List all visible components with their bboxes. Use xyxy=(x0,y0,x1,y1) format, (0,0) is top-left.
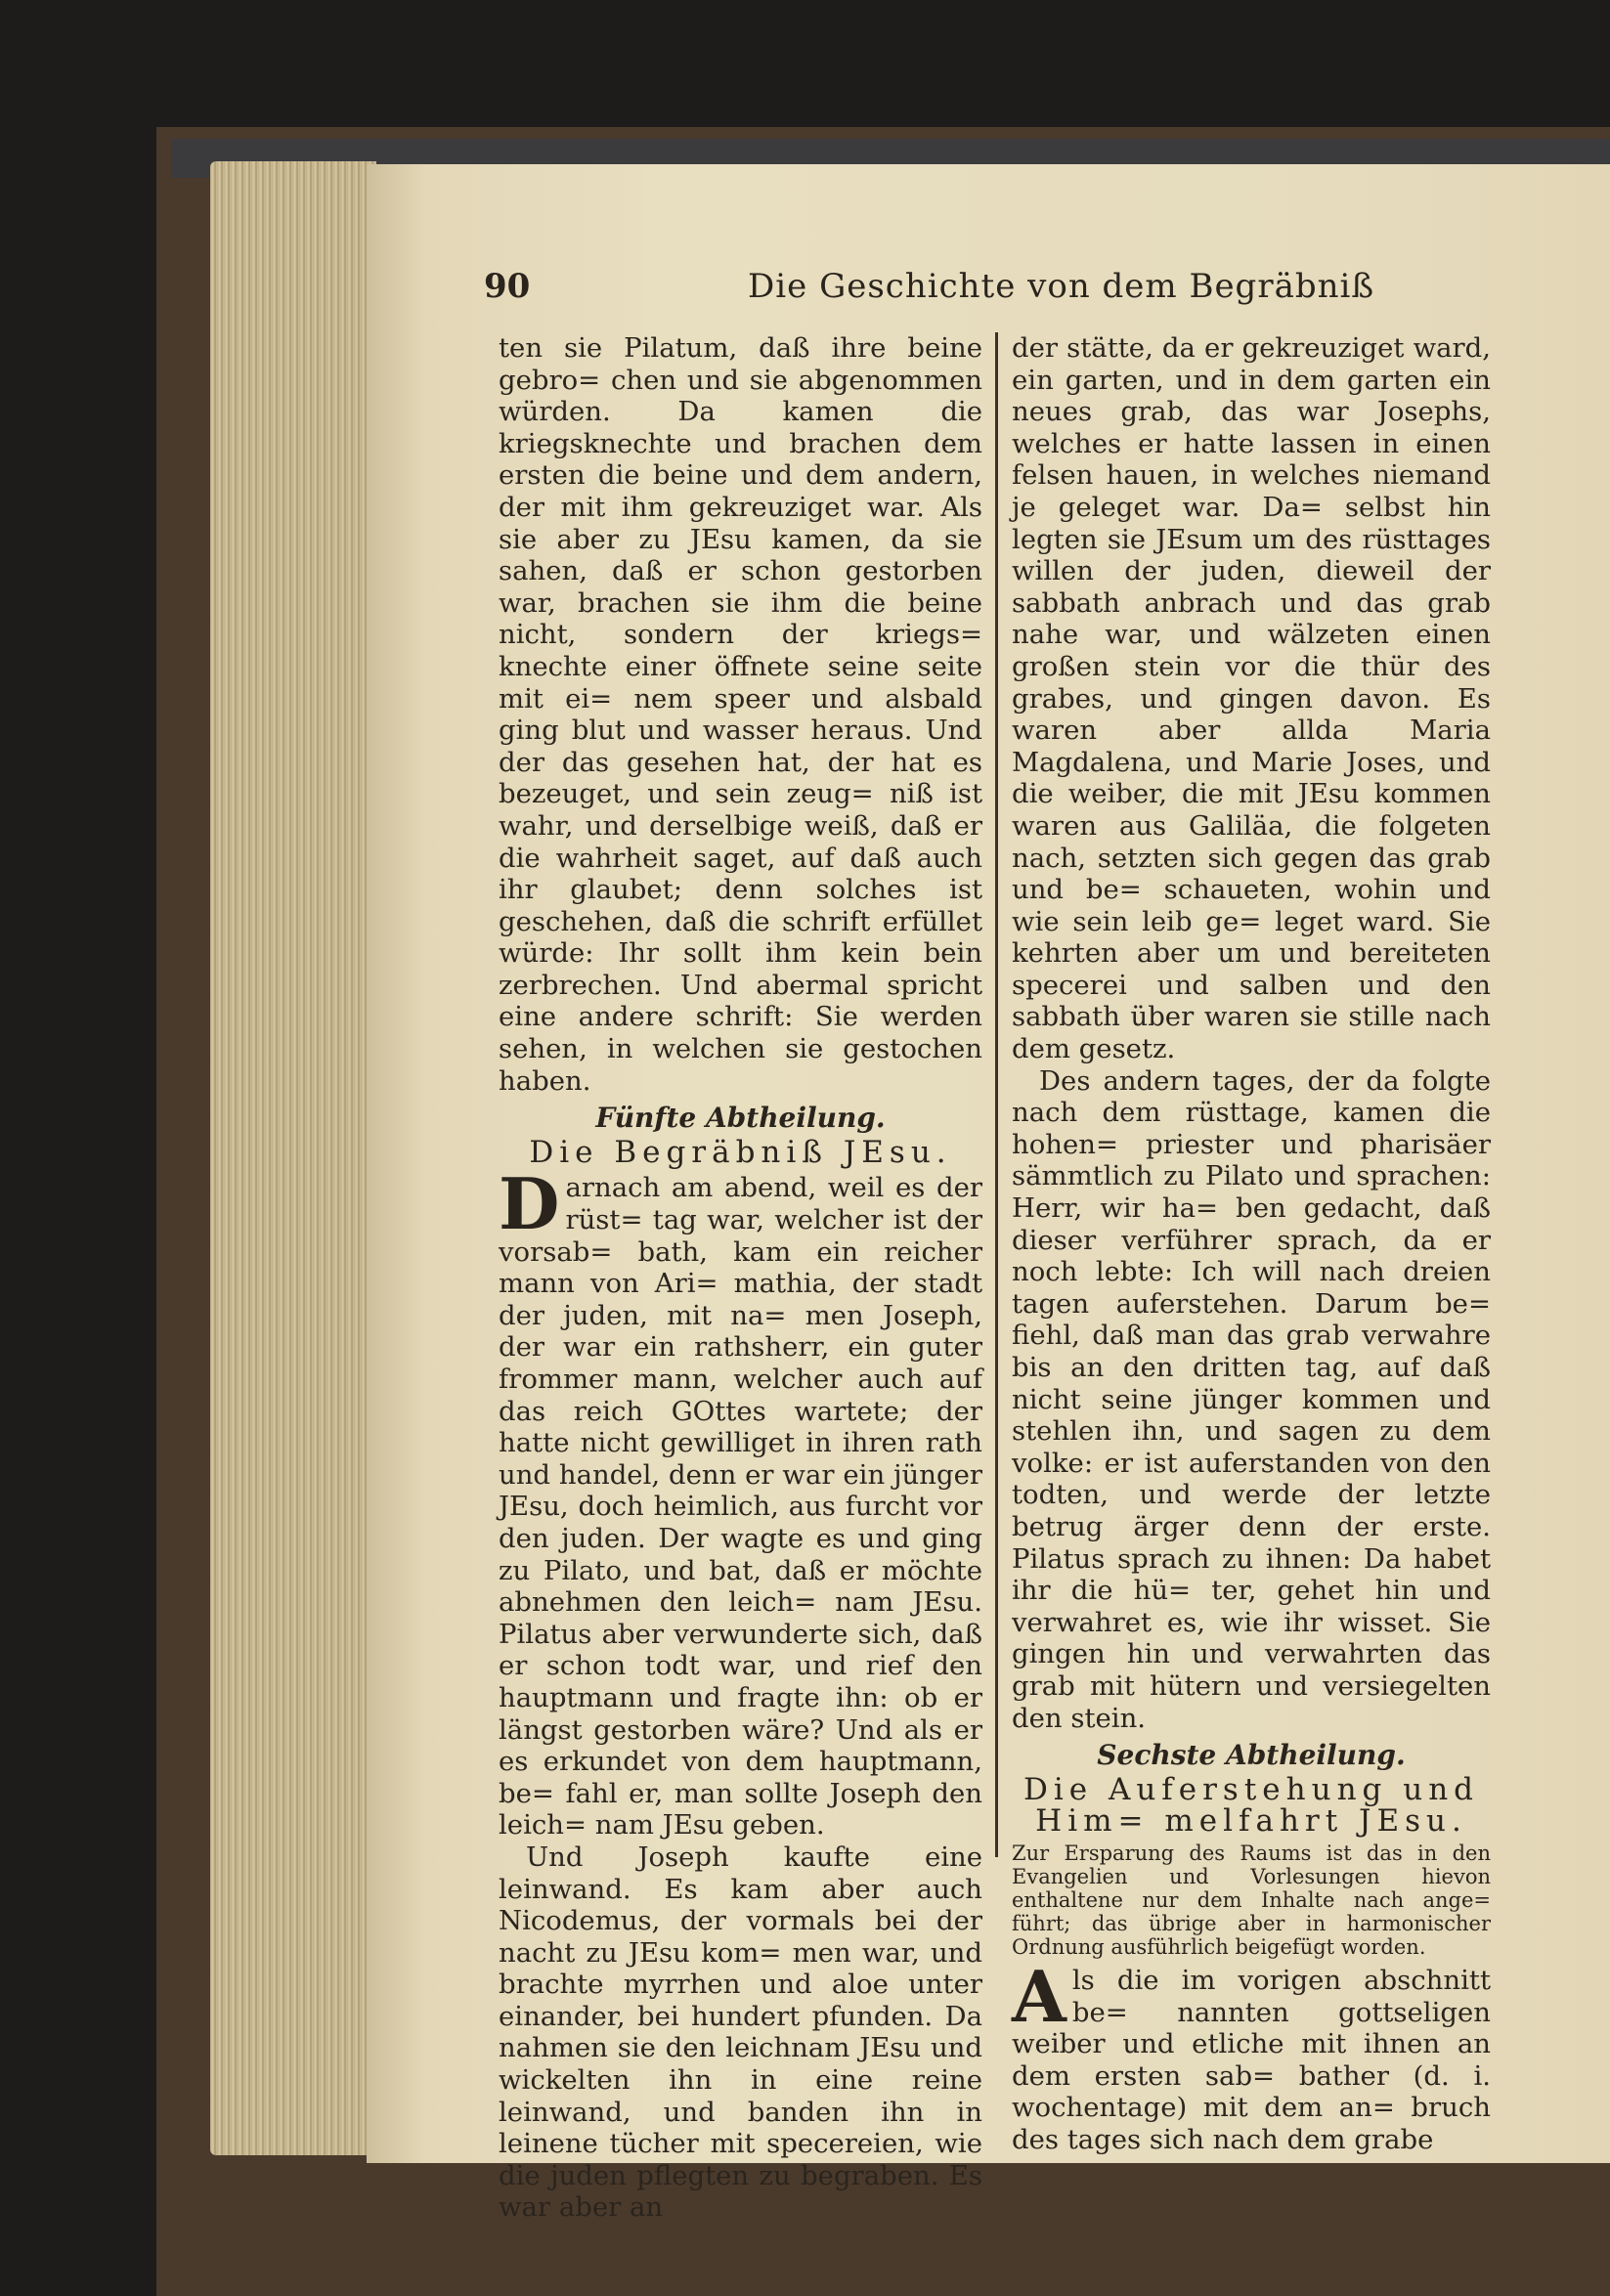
right-column xyxy=(1012,332,1491,2155)
left-paragraph-2-text: arnach am abend, weil es der rüst= tag war, welcher ist der vorsab= bath, kam ein reicher mann von Ari= mathia, der stadt der juden, mit na= men Joseph, der war ein rathsherr, ein guter frommer mann, welcher auch auf das reich GOttes wartete; der hatte nicht gewilliget in ihren rath und handel, denn er war ein jünger JEsu, doch heimlich, aus furcht vor den juden. Der wagte es und ging zu Pilato, und bat, daß er möchte abnehmen den leich= nam JEsu. Pilatus aber verwunderte sich, daß er schon todt war, und rief den hauptmann und fragte ihn: ob er längst gestorben wäre? Und als er es erkundet von dem hauptmann, be= fahl er, man sollte Joseph den leich= nam JEsu geben. xyxy=(499,1172,982,1841)
column-divider xyxy=(995,332,998,1857)
right-paragraph-3-text: ls die im vorigen abschnitt be= nannten gottseligen weiber und etliche mit ihnen an dem ersten sab= bather (d. i. wochentage) mit dem an= bruch des tages sich nach dem grabe xyxy=(1012,1964,1491,2155)
section-heading-fifth: Fünfte Abtheilung. xyxy=(595,1102,886,1135)
editorial-note: Zur Ersparung des Raums ist das in den Evangelien und Vorlesungen hievon enthaltene nur dem Inhalte nach ange= führt; das übrige aber in harmonischer Ordnung ausführlich beigefügt worden. xyxy=(1012,1841,1491,1959)
section-title-resurrection: Die Auferstehung und Him= melfahrt JEsu. xyxy=(1023,1771,1480,1840)
right-paragraph-3 xyxy=(1012,1954,1491,2156)
page-edges xyxy=(210,161,376,2155)
left-paragraph-3: Und Joseph kaufte eine leinwand. Es kam aber auch Nicodemus, der vormals bei der nacht zu JEsu kom= men war, und brachte myrrhen und aloe unter einander, bei hundert pfunden. Da nahmen sie den leichnam JEsu und wickelten ihn in eine reine leinwand, und banden ihn in leinene tücher mit specereien, wie die juden pflegten zu begraben. Es war aber an xyxy=(499,1841,982,2224)
page-number: 90 xyxy=(484,267,531,306)
section-heading-sixth: Sechste Abtheilung. xyxy=(1097,1739,1406,1772)
dropcap-d: D xyxy=(499,1162,560,1246)
section-title-burial: Die Begräbniß JEsu. xyxy=(529,1134,952,1170)
left-column xyxy=(499,332,982,2224)
left-paragraph-1: ten sie Pilatum, daß ihre beine gebro= chen und sie abgenommen würden. Da kamen die kriegsknechte und brachen dem ersten die beine und dem andern, der mit ihm gekreuziget war. Als sie aber zu JEsu kamen, da sie sahen, daß er schon gestorben war, brachen sie ihm die beine nicht, sondern der kriegs= knechte einer öffnete seine seite mit ei= nem speer und alsbald ging blut und wasser heraus. Und der das gesehen hat, der hat es bezeuget, und sein zeug= niß ist wahr, und derselbige weiß, daß er die wahrheit saget, auf daß auch ihr glaubet; denn solches ist geschehen, daß die schrift erfüllet würde: Ihr sollt ihm kein bein zerbrechen. Und abermal spricht eine andere schrift: Sie werden sehen, in welchen sie gestochen haben. xyxy=(499,332,982,1097)
dropcap-a: A xyxy=(1012,1954,1066,2038)
right-paragraph-1: der stätte, da er gekreuziget ward, ein garten, und in dem garten ein neues grab, das war Josephs, welches er hatte lassen in einen felsen hauen, in welches niemand je geleget war. Da= selbst hin legten sie JEsum um des rüsttages willen der juden, dieweil der sabbath anbrach und das grab nahe war, und wälzeten einen großen stein vor die thür des grabes, und gingen davon. Es waren aber allda Maria Magdalena, und Marie Joses, und die weiber, die mit JEsu kommen waren aus Galiläa, die folgeten nach, setzten sich gegen das grab und be= schaueten, wohin und wie sein leib ge= leget ward. Sie kehrten aber um und bereiteten specerei und salben und den sabbath über waren sie stille nach dem gesetz. xyxy=(1012,332,1491,1065)
left-paragraph-2 xyxy=(499,1162,982,1841)
book-page xyxy=(367,164,1610,2224)
running-title: Die Geschichte von dem Begräbniß xyxy=(748,267,1375,306)
right-paragraph-2: Des andern tages, der da folgte nach dem rüsttage, kamen die hohen= priester und pharisäer sämmtlich zu Pilato und sprachen: Herr, wir ha= ben gedacht, daß dieser verführer sprach, da er noch lebte: Ich will nach dreien tagen auferstehen. Darum be= fiehl, daß man das grab verwahre bis an den dritten tag, auf daß nicht seine jünger kommen und stehlen ihn, und sagen zu dem volke: er ist auferstanden von den todten, und werde der letzte betrug ärger denn der erste. Pilatus sprach zu ihnen: Da habet ihr die hü= ter, gehet hin und verwahret es, wie ihr wisset. Sie gingen hin und verwahrten das grab mit hütern und versiegelten den stein. xyxy=(1012,1064,1491,1734)
page-header xyxy=(484,267,1501,316)
